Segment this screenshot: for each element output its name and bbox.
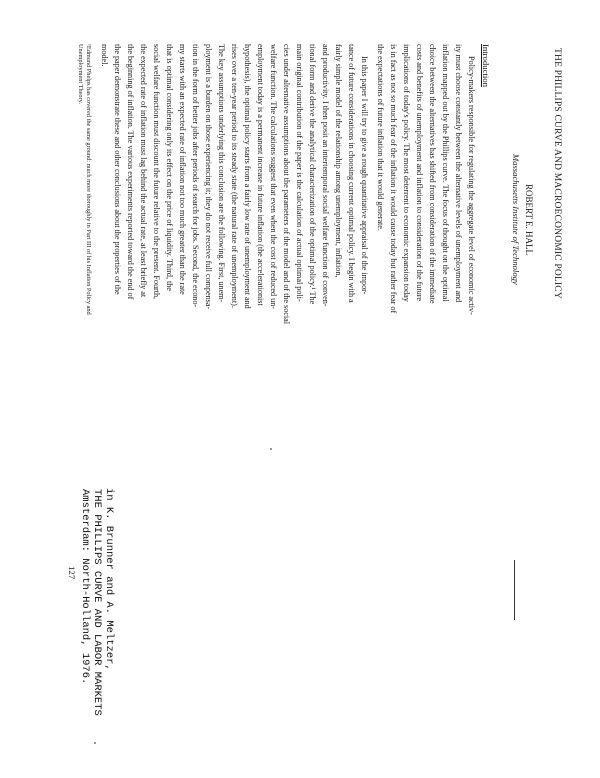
section-heading: Introduction <box>481 44 491 87</box>
para2-line: tion in the form of better jobs after periods of search for jobs. Second, the econo- <box>191 44 200 308</box>
para2-line: hypothesis), the optimal policy starts from a fairly low rate of unemployment and <box>243 44 252 309</box>
citation-line-3: Amsterdam: North-Holland, 1976. <box>79 489 91 685</box>
para2-line: model. <box>100 44 109 67</box>
para2-line: welfare function. The calculations suggest that even when the cost of reduced un- <box>269 44 278 309</box>
para2-line: that is optimal considering only its effect on the price of liquidity. Third, the <box>165 44 174 291</box>
para1-line: the expectations of future inflation that it would generate. <box>376 44 385 231</box>
para2-line: rises over a ten-year period to its steady state (the natural rate of unemployment). <box>230 44 239 308</box>
citation-line-1: in K. Brunner and A. Meltzer, <box>103 488 115 671</box>
footnote-rule <box>514 560 515 620</box>
page-number: 127 <box>67 566 77 580</box>
para2-line: my starts with an expected rate of inflation not too much greater than the rate <box>178 44 187 295</box>
para2-line: employment today is a permanent increase in future inflation (the accelerationist <box>256 44 265 306</box>
para2-line: The key assumptions underlying this conclusion are the following. First, unem- <box>217 44 226 303</box>
para1-line: implications of today's policy. The most deterrent to economic expansion today <box>402 44 411 302</box>
para2-line: cies under alternative assumptions about the parameters of the model and of the social <box>282 44 291 325</box>
para2-line: main original contribution of the paper is the calculation of actual optimal poli- <box>295 44 304 302</box>
author-name: ROBERT E. HALL <box>524 184 534 256</box>
article-title: THE PHILLIPS CURVE AND MACROECONOMIC POLICY <box>552 48 562 299</box>
author-affiliation: Massachusetts Institute of Technology <box>511 154 521 285</box>
citation-line-2: THE PHILLIPS CURVE AND LABOR MARKETS <box>91 489 103 716</box>
footnote-line-1: ¹Edmund Phelps has covered the same ground: much more thoroughly in Part III of his Inflation Policy and <box>85 44 92 315</box>
para1-line: choice between the alternatives has shifted from consideration of the immediate <box>428 44 437 304</box>
para1-line: costs and benefits of unemployment and inflation to consideration of the future <box>415 44 424 302</box>
para2-line: In this paper I will try to give a rough quantitative appraisal of the impor- <box>360 56 369 295</box>
para2-line: and productivity. I then posit an intertemporal social welfare function of conven- <box>321 44 330 307</box>
footnote-line-2: Unemployment Theory. <box>77 44 84 104</box>
para2-line: social welfare function must discount the future relative to the present. Fourth, <box>152 44 161 300</box>
scan-speck <box>94 742 96 744</box>
para2-line: tance of future considerations in choosing current optimal policy. I begin with a <box>347 44 356 303</box>
para2-line: the beginning of inflation. The various experiments reported toward the end of <box>126 44 135 300</box>
para1-line: inflation mapped out by the Phillips curve. The focus of thought on the optimal <box>441 44 450 302</box>
para1-line: is in fact as not so much fear of the inflation it would cause today but rather fear of <box>389 44 398 314</box>
para2-line: tional form and derive the analytical characterization of the optimal policy.¹ The <box>308 44 317 305</box>
para2-line: fairly simple model of the relationship among unemployment, inflation, <box>334 44 343 278</box>
para2-line: ployment is a burden on those experiencing it; they do not receive full compensa- <box>204 44 213 310</box>
para2-line: the expected rate of inflation must lag behind the actual rate, at least briefly at <box>139 44 148 298</box>
para1-line: Policy-makers responsible for regulating the aggregate level of economic activ- <box>467 56 476 315</box>
scan-speck <box>270 448 272 450</box>
para2-line: the paper demonstrate these and other conclusions about the properties of the <box>113 44 122 295</box>
para1-line: ity must choose constantly between the alternative levels of unemployment and <box>454 44 463 303</box>
